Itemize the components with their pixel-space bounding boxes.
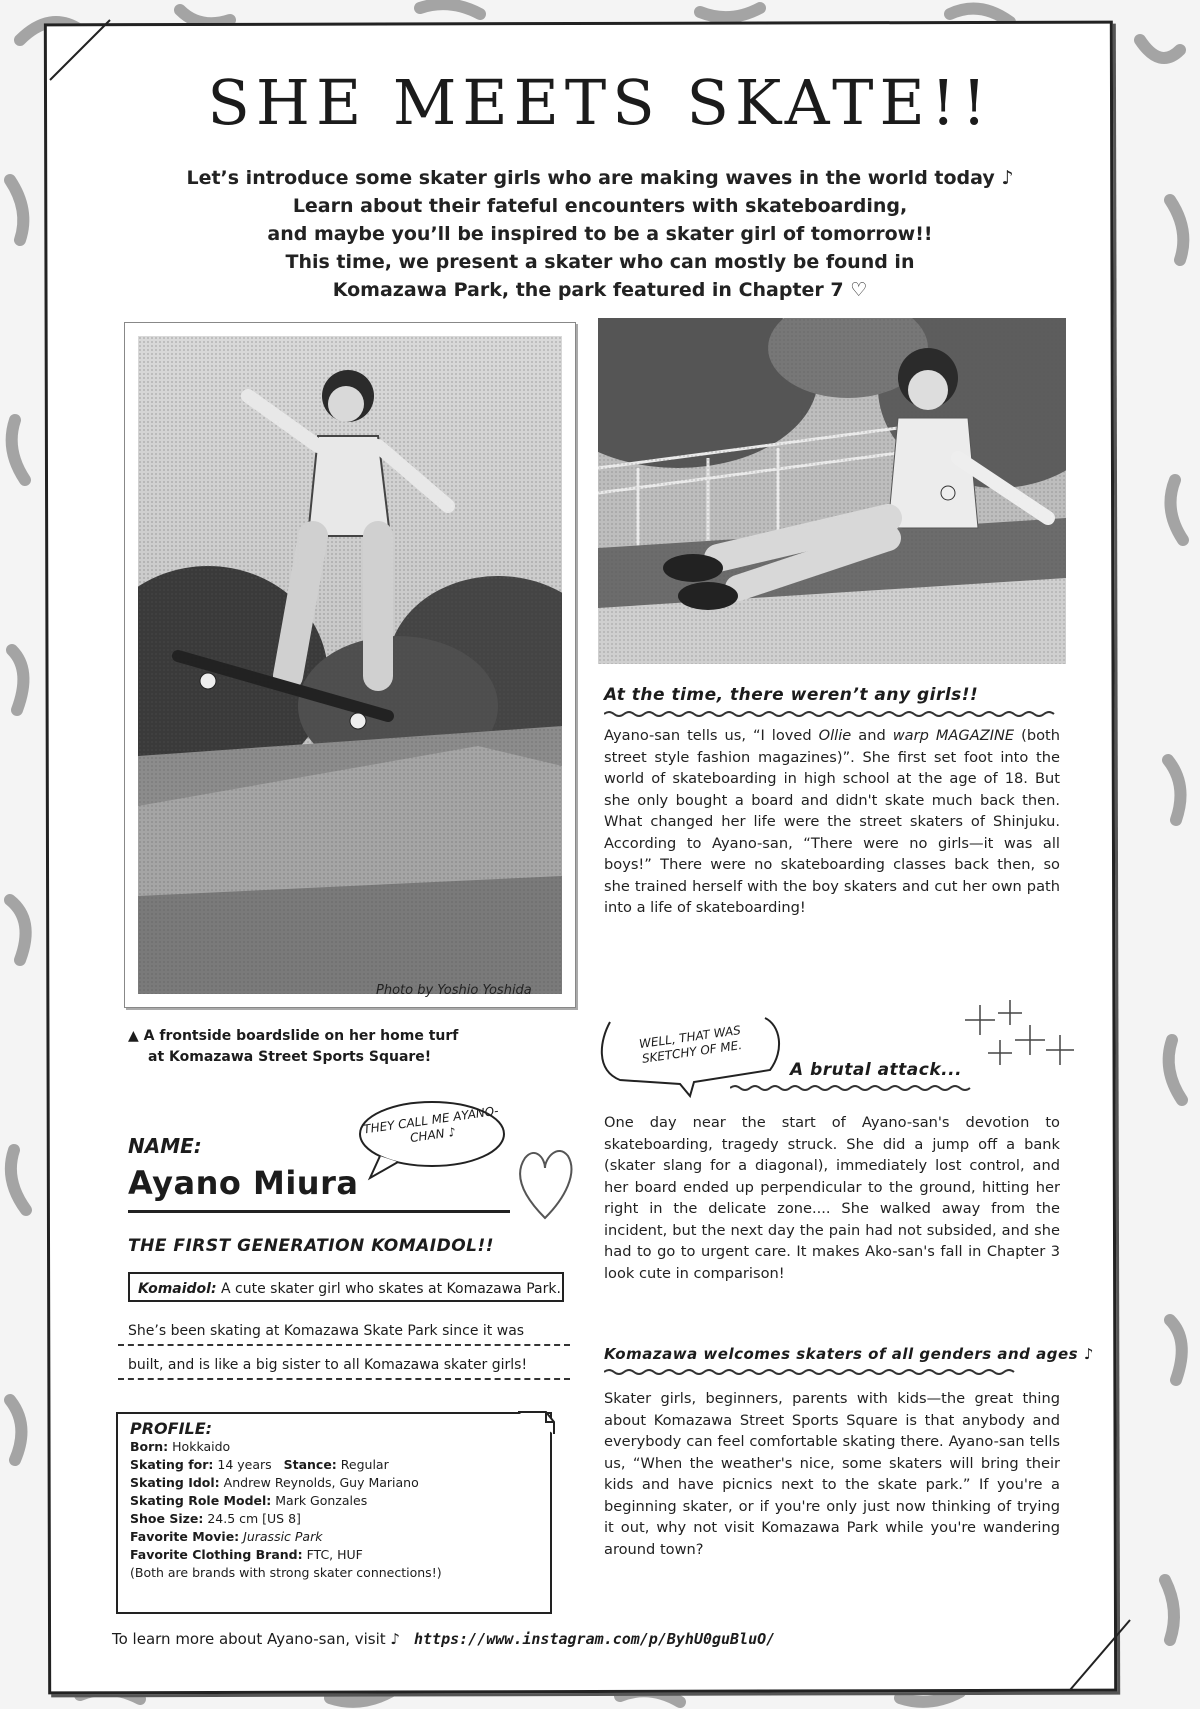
profile-label: Skating for: <box>130 1457 214 1472</box>
section2-body: One day near the start of Ayano-san's devotion to skateboarding, tragedy struck. She did a jump off a bank (skater slang for a diagonal), immediately lost control, and her board ended up perpendicular to the ground, hitting her right in the delicate zone.... She walked away from the incident, but the next day the pain had not subsided, and she had to go to urgent care. It makes Ako-san's fall in Chapter 3 look cute in comparison! <box>604 1114 1060 1282</box>
corner-stroke-icon <box>1060 1610 1140 1700</box>
sparkle-icon <box>960 995 1080 1075</box>
section-heading-brutal: A brutal attack... <box>790 1060 963 1080</box>
section1-text: and <box>851 727 893 744</box>
skater-sitting-illustration <box>598 318 1066 664</box>
profile-label: Skating Role Model: <box>130 1493 272 1508</box>
profile-value: Jurassic Park <box>239 1529 323 1544</box>
profile-row <box>130 1438 538 1456</box>
intro-line: Learn about their fateful encounters with skateboarding, <box>292 195 908 217</box>
name-label: NAME: <box>128 1134 202 1158</box>
heart-icon <box>510 1138 580 1228</box>
bubble-nickname: THEY CALL ME AYANO-CHAN ♪ <box>362 1103 500 1146</box>
first-generation-title: THE FIRST GENERATION KOMAIDOL!! <box>128 1236 495 1256</box>
section1-body <box>604 725 1060 919</box>
description-line: built, and is like a big sister to all Komazawa skater girls! <box>128 1357 528 1373</box>
intro-line: This time, we present a skater who can mostly be found in <box>285 251 915 273</box>
profile-value: Regular <box>336 1457 389 1472</box>
name-value: Ayano Miura <box>128 1164 359 1202</box>
bubble-sketchy: WELL, THAT WAS SKETCHY OF ME. <box>638 1023 743 1066</box>
profile-value: FTC, HUF <box>302 1547 363 1562</box>
profile-row <box>130 1510 538 1528</box>
profile-label: Favorite Movie: <box>130 1529 240 1544</box>
section1-text: Ayano-san tells us, “I loved <box>604 727 819 744</box>
name-underline <box>128 1210 510 1213</box>
profile-label: Skating Idol: <box>130 1475 220 1490</box>
photo-caption <box>128 1026 568 1068</box>
profile-value: Hokkaido <box>168 1439 231 1454</box>
profile-row <box>130 1474 538 1492</box>
description-line: She’s been skating at Komazawa Skate Park since it was <box>128 1323 525 1339</box>
profile-value: Andrew Reynolds, Guy Mariano <box>219 1475 419 1490</box>
profile-value: 14 years <box>213 1457 272 1472</box>
profile-row <box>130 1456 538 1474</box>
section1-text: (both street style fashion magazines)”. She first set foot into the world of skateboarding in high school at the age of 18. But she only bought a board and didn't skate much back then. What changed her life were the street skaters of Shinjuku. According to Ayano-san, “There were no girls—it was all boys!” There were no skateboarding classes back then, so she trained herself with the boy skaters and cut her own path into a life of skateboarding! <box>604 727 1060 916</box>
dashed-divider <box>118 1378 570 1380</box>
profile-label: Born: <box>130 1439 169 1454</box>
profile-value: 24.5 cm [US 8] <box>203 1511 301 1526</box>
footer-text: To learn more about Ayano-san, visit ♪ <box>112 1630 400 1648</box>
profile-box <box>116 1412 552 1614</box>
komaidol-term: Komaidol: <box>138 1281 217 1297</box>
profile-heading: PROFILE: <box>130 1419 213 1438</box>
skater-boardslide-illustration <box>138 336 562 994</box>
caption-line: at Komazawa Street Sports Square! <box>148 1049 432 1065</box>
caption-line: ▲ A frontside boardslide on her home turf <box>128 1028 459 1044</box>
profile-note: (Both are brands with strong skater connections!) <box>130 1565 442 1580</box>
intro-line: Let’s introduce some skater girls who are making waves in the world today ♪ <box>186 167 1014 189</box>
wavy-underline <box>730 1084 978 1092</box>
profile-row <box>130 1528 538 1546</box>
folded-corner-icon <box>516 1408 556 1438</box>
profile-label: Shoe Size: <box>130 1511 204 1526</box>
intro-line: and maybe you’ll be inspired to be a skater girl of tomorrow!! <box>267 223 933 245</box>
komaidol-def: A cute skater girl who skates at Komazawa Park. <box>216 1281 561 1297</box>
sitting-photo <box>598 318 1066 664</box>
instagram-link[interactable]: https://www.instagram.com/p/ByhU0guBluO/ <box>413 1630 776 1648</box>
dashed-divider <box>118 1344 570 1346</box>
wavy-underline <box>604 1368 1024 1376</box>
profile-row <box>130 1546 538 1564</box>
page-title: SHE MEETS SKATE!! <box>207 66 993 139</box>
boardslide-photo <box>124 322 576 1008</box>
photo-credit: Photo by Yoshio Yoshida <box>376 983 532 998</box>
profile-row <box>130 1492 538 1510</box>
section-heading-welcome: Komazawa welcomes skaters of all genders and ages ♪ <box>604 1345 1094 1363</box>
profile-value: Mark Gonzales <box>271 1493 368 1508</box>
intro-line: Komazawa Park, the park featured in Chapter 7 ♡ <box>332 279 868 301</box>
section3-body: Skater girls, beginners, parents with kids—the great thing about Komazawa Street Sports Square is that anybody and everybody can feel comfortable skating there. Ayano-san tells us, “When the weather's nice, some skaters will bring their kids and have picnics next to the skate park.” If you're a beginning skater, or if you're only just now thinking of trying it out, why not visit Komazawa Park while you're wandering around town? <box>604 1390 1060 1558</box>
intro-text <box>150 164 1050 304</box>
profile-label: Stance: <box>283 1457 337 1472</box>
magazine-warp: warp MAGAZINE <box>892 727 1015 744</box>
footer <box>112 1630 775 1648</box>
wavy-underline <box>604 710 1060 718</box>
magazine-ollie: Ollie <box>818 727 852 744</box>
profile-label: Favorite Clothing Brand: <box>130 1547 303 1562</box>
section-heading-girls: At the time, there weren’t any girls!! <box>604 685 979 705</box>
komaidol-definition <box>128 1272 564 1302</box>
